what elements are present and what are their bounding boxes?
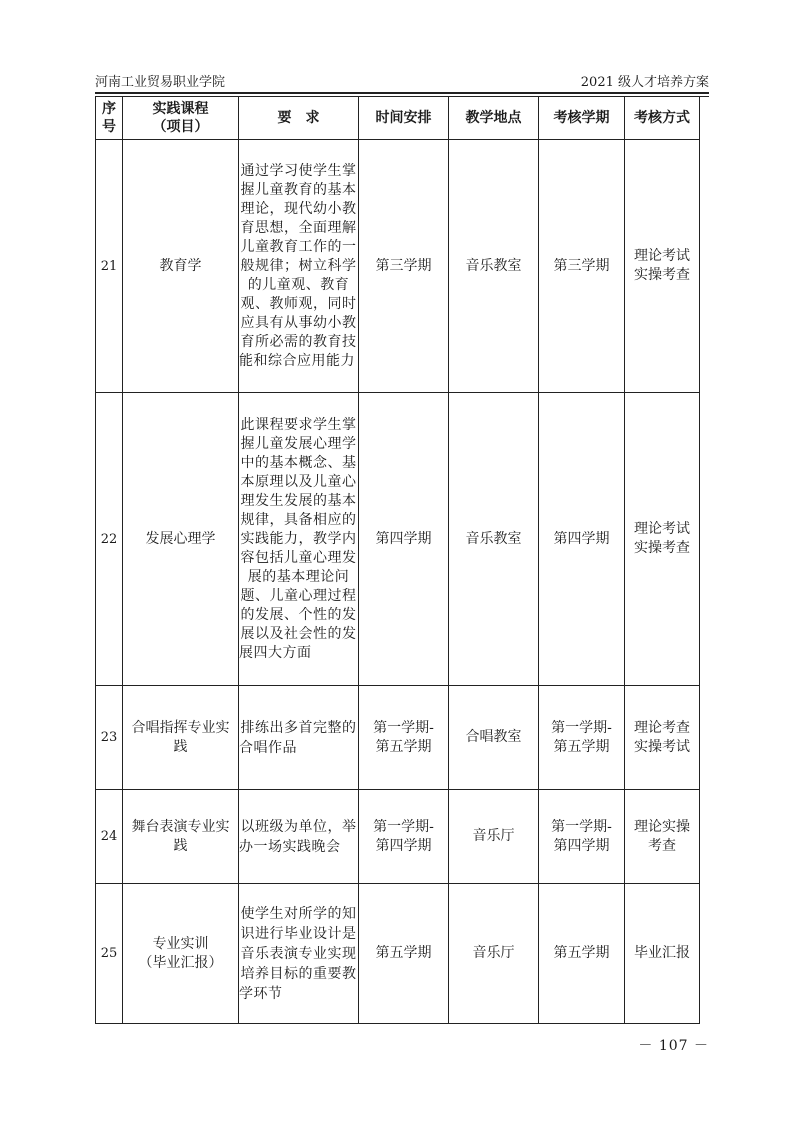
row-term: 第五学期 [539,884,625,1024]
row-index: 25 [96,884,123,1024]
row-requirement: 以班级为单位，举办一场实践晚会 [239,790,359,884]
row-requirement: 排练出多首完整的合唱作品 [239,686,359,790]
row-location: 音乐教室 [449,140,539,393]
row-schedule: 第一学期- 第四学期 [359,790,449,884]
row-term: 第四学期 [539,393,625,686]
header-location: 教学地点 [449,97,539,140]
row-method: 理论实操 考查 [625,790,700,884]
row-method: 理论考试 实操考查 [625,140,700,393]
row-term: 第一学期- 第四学期 [539,790,625,884]
table-row [96,884,700,1024]
row-index: 21 [96,140,123,393]
row-index: 23 [96,686,123,790]
header-index: 序 号 [96,97,123,140]
page-number: － 107 － [638,1038,709,1054]
row-method: 毕业汇报 [625,884,700,1024]
row-location: 合唱教室 [449,686,539,790]
row-location: 音乐教室 [449,393,539,686]
header-rule [95,92,709,94]
row-schedule: 第一学期- 第五学期 [359,686,449,790]
row-schedule: 第四学期 [359,393,449,686]
institution-name: 河南工业贸易职业学院 [95,75,226,90]
row-course: 发展心理学 [123,393,239,686]
row-term: 第三学期 [539,140,625,393]
row-term: 第一学期- 第五学期 [539,686,625,790]
header-method: 考核方式 [625,97,700,140]
page-header [95,74,709,92]
row-index: 24 [96,790,123,884]
table-header-row [96,97,700,140]
row-course: 教育学 [123,140,239,393]
row-index: 22 [96,393,123,686]
row-schedule: 第五学期 [359,884,449,1024]
header-requirement: 要 求 [239,97,359,140]
header-schedule: 时间安排 [359,97,449,140]
table-row [96,686,700,790]
row-requirement: 此课程要求学生掌握儿童发展心理学中的基本概念、基本原理以及儿童心理发生发展的基本规律，具备相应的实践能力，教学内容包括儿童心理发展的基本理论问题、儿童心理过程的发展、个性的发展以及社会性的发展四大方面 [239,393,359,686]
table-row [96,393,700,686]
document-title: 2021 级人才培养方案 [580,75,709,90]
row-course: 舞台表演专业实践 [123,790,239,884]
row-requirement: 通过学习使学生掌握儿童教育的基本理论，现代幼小教育思想，全面理解儿童教育工作的一般规律；树立科学的儿童观、教育观、教师观，同时应具有从事幼小教育所必需的教育技能和综合应用能力 [239,140,359,393]
row-course: 专业实训 （毕业汇报） [123,884,239,1024]
row-course: 合唱指挥专业实践 [123,686,239,790]
row-location: 音乐厅 [449,790,539,884]
row-method: 理论考试 实操考查 [625,393,700,686]
row-location: 音乐厅 [449,884,539,1024]
row-method: 理论考查 实操考试 [625,686,700,790]
row-requirement: 使学生对所学的知识进行毕业设计是音乐表演专业实现培养目标的重要教学环节 [239,884,359,1024]
table-row [96,790,700,884]
header-course: 实践课程 （项目） [123,97,239,140]
practice-course-table [95,96,700,1024]
header-term: 考核学期 [539,97,625,140]
row-schedule: 第三学期 [359,140,449,393]
table-row [96,140,700,393]
